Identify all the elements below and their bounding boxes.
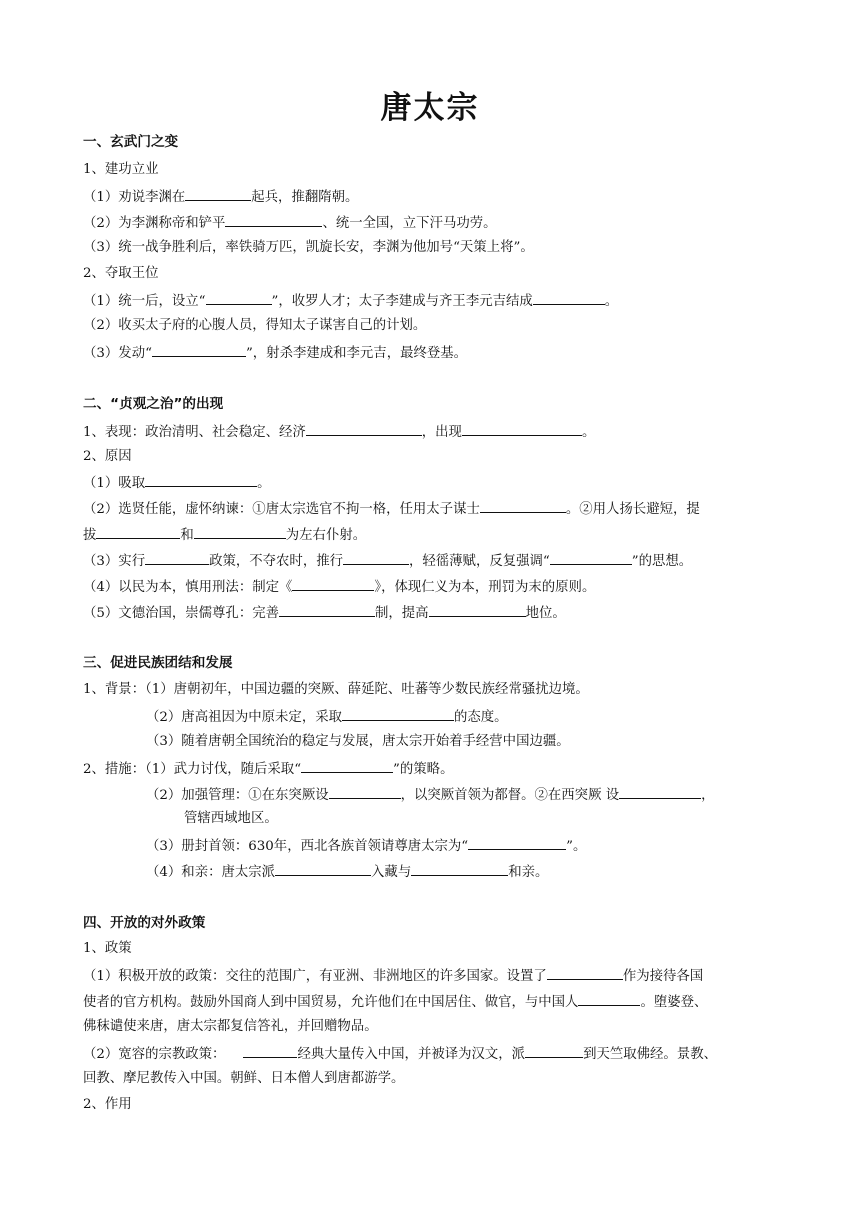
blank	[468, 836, 566, 850]
section-heading-4: 四、开放的对外政策	[83, 915, 206, 931]
text-line: 1、表现：政治清明、社会稳定、经济 ，出现 。	[83, 422, 595, 442]
blank	[547, 966, 623, 980]
text-line: 1、背景：（1）唐朝初年，中国边疆的突厥、薛延陀、吐蕃等少数民族经常骚扰边境。	[83, 682, 589, 697]
blank	[194, 525, 286, 539]
text-line: 管辖西域地区。	[184, 811, 278, 826]
blank	[185, 187, 251, 201]
section-heading-2: 二、“贞观之治”的出现	[83, 396, 224, 412]
text-line: （5）文德治国，崇儒尊孔：完善 制，提高 地位。	[83, 603, 566, 623]
text-line: （3）统一战争胜利后，率铁骑万匹，凯旋长安，李渊为他加号“天策上将”。	[83, 240, 534, 255]
blank	[301, 759, 393, 773]
text-line: （4）和亲：唐太宗派 入藏与 和亲。	[146, 862, 548, 882]
text-line: （1）积极开放的政策：交往的范围广，有亚洲、非洲地区的许多国家。设置了 作为接待各国	[83, 966, 703, 986]
blank	[619, 785, 701, 799]
blank	[550, 551, 632, 565]
text-line: （3）随着唐朝全国统治的稳定与发展，唐太宗开始着手经营中国边疆。	[146, 734, 570, 749]
blank	[480, 499, 566, 513]
text-line: （1）统一后，设立“ ”，收罗人才；太子李建成与齐王李元吉结成 。	[83, 291, 618, 311]
blank	[225, 213, 322, 227]
blank	[292, 577, 374, 591]
text-line: （2）选贤任能，虚怀纳谏：①唐太宗选官不拘一格，任用太子谋士 。②用人扬长避短，提	[83, 499, 700, 519]
blank	[429, 603, 526, 617]
blank	[145, 473, 257, 487]
blank	[152, 343, 246, 357]
blank	[279, 603, 375, 617]
text-line: （2）宽容的宗教政策： 经典大量传入中国，并被译为汉文，派 到天竺取佛经。景教、	[83, 1044, 717, 1064]
blank	[206, 291, 272, 305]
subheading: 2、夺取王位	[83, 266, 159, 281]
blank	[462, 422, 582, 436]
text-line: （3）册封首领：630年，西北各族首领请尊唐太宗为“ ”。	[146, 836, 586, 856]
blank	[275, 862, 371, 876]
section-heading-3: 三、促进民族团结和发展	[83, 655, 233, 671]
blank	[306, 422, 422, 436]
text-line: （4）以民为本，慎用刑法：制定《 》，体现仁义为本，刑罚为末的原则。	[83, 577, 595, 597]
blank	[343, 551, 409, 565]
text-line: （1）劝说李渊在 起兵，推翻隋朝。	[83, 187, 358, 207]
blank	[525, 1044, 583, 1058]
blank	[533, 291, 605, 305]
text-line: （2）收买太子府的心腹人员，得知太子谋害自己的计划。	[83, 318, 427, 333]
text-line: （2）唐高祖因为中原未定，采取 的态度。	[146, 707, 508, 727]
subheading: 2、作用	[83, 1097, 132, 1112]
page-title: 唐太宗	[380, 90, 480, 126]
text-line: 拔 和 为左右仆射。	[83, 525, 366, 545]
text-line: 使者的官方机构。鼓励外国商人到中国贸易，允许他们在中国居住、做官，与中国人 。堕婆登、	[83, 992, 707, 1012]
blank	[145, 551, 209, 565]
text-line: （2）加强管理：①在东突厥设 ，以突厥首领为都督。②在西突厥 设 ，	[146, 785, 715, 805]
blank	[578, 992, 640, 1006]
text-line: （3）发动“ ”，射杀李建成和李元吉，最终登基。	[83, 343, 467, 363]
text-line: （3）实行 政策，不夺农时，推行 ，轻徭薄赋，反复强调“ ”的思想。	[83, 551, 692, 571]
blank	[411, 862, 508, 876]
text-line: 佛秣谴使来唐，唐太宗都复信答礼，并回赠物品。	[83, 1019, 378, 1034]
text-line: （1）吸取 。	[83, 473, 270, 493]
text-line: 回教、摩尼教传入中国。朝鲜、日本僧人到唐都游学。	[83, 1071, 405, 1086]
blank	[329, 785, 401, 799]
blank	[243, 1044, 297, 1058]
text-line: （2）为李渊称帝和铲平 、统一全国，立下汗马功劳。	[83, 213, 497, 233]
subheading: 1、建功立业	[83, 162, 159, 177]
section-heading-1: 一、玄武门之变	[83, 134, 179, 150]
text-line: 2、措施：（1）武力讨伐，随后采取“ ”的策略。	[83, 759, 453, 779]
blank	[96, 525, 180, 539]
blank	[342, 707, 454, 721]
subheading: 1、政策	[83, 941, 132, 956]
subheading: 2、原因	[83, 449, 132, 464]
